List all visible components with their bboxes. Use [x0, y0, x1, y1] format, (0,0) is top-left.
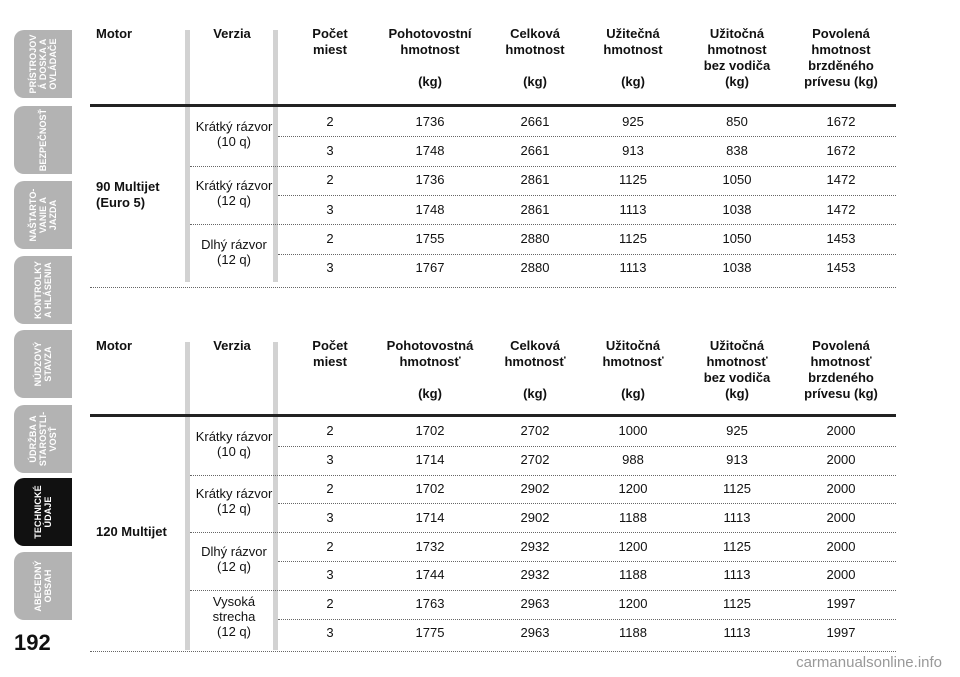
mass-table-120-multijet: [90, 332, 896, 654]
table-cell: 1472: [826, 172, 856, 188]
table-cell: 1748: [415, 142, 445, 158]
table-cell: 1050: [722, 172, 752, 188]
header-rule: [90, 104, 896, 107]
row-separator: [278, 195, 896, 196]
chapter-tab-label: ÚDRŽBA A STAROSTLI- VOSŤ: [28, 411, 58, 467]
table-cell: 850: [726, 113, 748, 129]
chapter-tab-7[interactable]: [14, 478, 72, 546]
table-cell: 3: [326, 142, 334, 158]
version-label: Dlhý rázvor (12 q): [201, 544, 267, 574]
table-cell: 3: [326, 201, 334, 217]
table-cell: 1125: [723, 481, 751, 496]
column-header: Motor: [96, 26, 133, 41]
table-cell: 1767: [415, 260, 445, 276]
table-cell: 3: [326, 567, 334, 583]
table-cell: 1736: [415, 172, 445, 188]
table-cell: 1472: [826, 201, 856, 217]
table-cell: 1732: [415, 538, 445, 554]
table-cell: 1672: [826, 113, 856, 129]
chapter-tab-1[interactable]: [14, 30, 72, 98]
version-label: Krátky rázvor (10 q): [195, 428, 273, 459]
table-cell: 1125: [619, 230, 647, 246]
table-bottom-rule: [90, 287, 896, 288]
table-cell: 1000: [618, 423, 648, 439]
table-cell: 1997: [826, 625, 856, 640]
table-cell: 3: [326, 625, 334, 640]
table-cell: 1755: [415, 230, 445, 246]
table-cell: 1714: [415, 452, 445, 468]
row-separator: [190, 475, 896, 476]
row-separator: [278, 619, 896, 620]
table-cell: 2861: [520, 172, 550, 188]
chapter-tab-3[interactable]: [14, 181, 72, 249]
table-cell: 1113: [723, 567, 751, 583]
row-separator: [278, 136, 896, 137]
table-cell: 2: [326, 172, 334, 188]
table-cell: 2932: [520, 567, 550, 583]
page-number: 192: [14, 630, 51, 655]
row-separator: [190, 166, 896, 167]
table-cell: 2702: [520, 423, 550, 439]
table-cell: 1997: [826, 596, 856, 612]
table-cell: 1702: [415, 481, 445, 496]
column-header: Celková hmotnost (kg): [505, 26, 565, 89]
table-cell: 2932: [520, 538, 550, 554]
table-cell: 913: [726, 452, 748, 468]
chapter-tab-label: NÚDZOVÝ STAVZA: [33, 341, 53, 387]
table-cell: 1453: [826, 260, 856, 276]
row-separator: [190, 532, 896, 533]
column-header: Užitečná hmotnost (kg): [603, 26, 663, 89]
table-cell: 1188: [619, 567, 647, 583]
table-cell: 1125: [723, 538, 751, 554]
chapter-tab-2[interactable]: [14, 106, 72, 174]
table-cell: 1113: [723, 625, 751, 640]
watermark-footer: carmanualsonline.info: [796, 654, 942, 671]
chapter-tab-4[interactable]: [14, 256, 72, 324]
table-cell: 1125: [723, 596, 751, 612]
row-separator: [278, 446, 896, 447]
table-cell: 2902: [520, 481, 550, 496]
column-header: Užitočná hmotnost bez vodiča (kg): [703, 26, 771, 89]
table-cell: 1113: [619, 201, 647, 217]
table-cell: 1453: [826, 230, 856, 246]
version-label: Krátký rázvor (10 q): [195, 119, 273, 150]
motor-label: 90 Multijet (Euro 5): [96, 178, 160, 210]
chapter-tab-label: TECHNICKÉ ÚDAJE: [33, 485, 53, 539]
table-cell: 2861: [520, 201, 550, 217]
table-cell: 1702: [415, 423, 445, 439]
table-cell: 988: [622, 452, 644, 468]
table-cell: 2000: [826, 481, 856, 496]
table-cell: 1775: [415, 625, 445, 640]
row-separator: [190, 590, 896, 591]
chapter-tab-label: NAŠTARTO- VANIE A JAZDA: [28, 188, 58, 242]
table-cell: 2: [326, 423, 334, 439]
table-cell: 2661: [520, 113, 550, 129]
version-label: Krátky rázvor (12 q): [195, 486, 273, 517]
chapter-tab-label: KONTROLKY A HLÁSENIA: [33, 261, 53, 319]
column-header: Pohotovostná hmotnosť (kg): [386, 338, 474, 401]
table-cell: 3: [326, 452, 334, 468]
table-cell: 913: [622, 142, 644, 158]
column-header: Povolená hmotnosť brzdeného prívesu (kg): [804, 338, 878, 401]
header-rule: [90, 414, 896, 417]
table-cell: 3: [326, 509, 334, 525]
chapter-tab-label: BEZPEČNOSŤ: [38, 108, 48, 172]
table-cell: 2000: [826, 452, 856, 468]
table-cell: 2000: [826, 423, 856, 439]
row-separator: [278, 561, 896, 562]
column-header: Pohotovostní hmotnost (kg): [388, 26, 472, 89]
table-cell: 2000: [826, 538, 856, 554]
table-cell: 1188: [619, 625, 647, 640]
table-cell: 1200: [618, 538, 648, 554]
table-cell: 2880: [520, 260, 550, 276]
table-cell: 1714: [415, 509, 445, 525]
chapter-tab-5[interactable]: [14, 330, 72, 398]
table-cell: 2963: [520, 625, 550, 640]
column-header: Užitočná hmotnosť (kg): [602, 338, 664, 401]
row-separator: [278, 254, 896, 255]
version-label: Krátký rázvor (12 q): [195, 177, 273, 208]
table-cell: 2: [326, 538, 334, 554]
table-cell: 3: [326, 260, 334, 276]
table-cell: 1113: [723, 509, 751, 525]
table-cell: 1125: [619, 172, 647, 188]
column-header: Počet miest: [312, 26, 348, 57]
table-cell: 2000: [826, 567, 856, 583]
column-header: Verzia: [213, 26, 251, 41]
row-separator: [278, 503, 896, 504]
column-header: Počet miest: [312, 338, 348, 369]
chapter-tab-6[interactable]: [14, 405, 72, 473]
table-cell: 1736: [415, 113, 445, 129]
table-cell: 1748: [415, 201, 445, 217]
table-cell: 2661: [520, 142, 550, 158]
table-cell: 1038: [722, 260, 752, 276]
table-cell: 2880: [520, 230, 550, 246]
column-header: Verzia: [213, 338, 251, 353]
table-cell: 2000: [826, 509, 856, 525]
version-label: Vysoká strecha (12 q): [212, 594, 256, 640]
table-cell: 1200: [618, 596, 648, 612]
column-header: Motor: [96, 338, 133, 353]
chapter-tab-label: PRÍSTROJOV Á DOSKA A OVLÁDAČE: [28, 34, 58, 94]
table-cell: 1763: [415, 596, 445, 612]
chapter-tab-label: ABECEDNÝ OBSAH: [33, 560, 53, 612]
table-cell: 2902: [520, 509, 550, 525]
table-cell: 925: [622, 113, 644, 129]
row-separator: [190, 224, 896, 225]
table-cell: 1050: [722, 230, 752, 246]
table-cell: 1113: [619, 260, 647, 276]
column-header: Povolená hmotnost brzděného prívesu (kg): [804, 26, 878, 89]
table-cell: 1744: [415, 567, 445, 583]
column-header: Celková hmotnosť (kg): [504, 338, 566, 401]
table-cell: 2963: [520, 596, 550, 612]
version-label: Dlhý rázvor (12 q): [201, 236, 267, 267]
table-cell: 2: [326, 113, 334, 129]
column-header: Užitočná hmotnosť bez vodiča (kg): [703, 338, 771, 401]
table-cell: 1038: [722, 201, 752, 217]
table-cell: 2: [326, 596, 334, 612]
chapter-tab-8[interactable]: [14, 552, 72, 620]
table-cell: 925: [726, 423, 748, 439]
table-bottom-rule: [90, 651, 896, 652]
table-cell: 1200: [618, 481, 648, 496]
table-cell: 1188: [619, 509, 647, 525]
mass-table-90-multijet: [90, 20, 896, 292]
table-cell: 2: [326, 481, 334, 496]
table-cell: 2: [326, 230, 334, 246]
table-cell: 2702: [520, 452, 550, 468]
table-cell: 838: [726, 142, 748, 158]
motor-label: 120 Multijet: [96, 524, 167, 540]
table-cell: 1672: [826, 142, 856, 158]
